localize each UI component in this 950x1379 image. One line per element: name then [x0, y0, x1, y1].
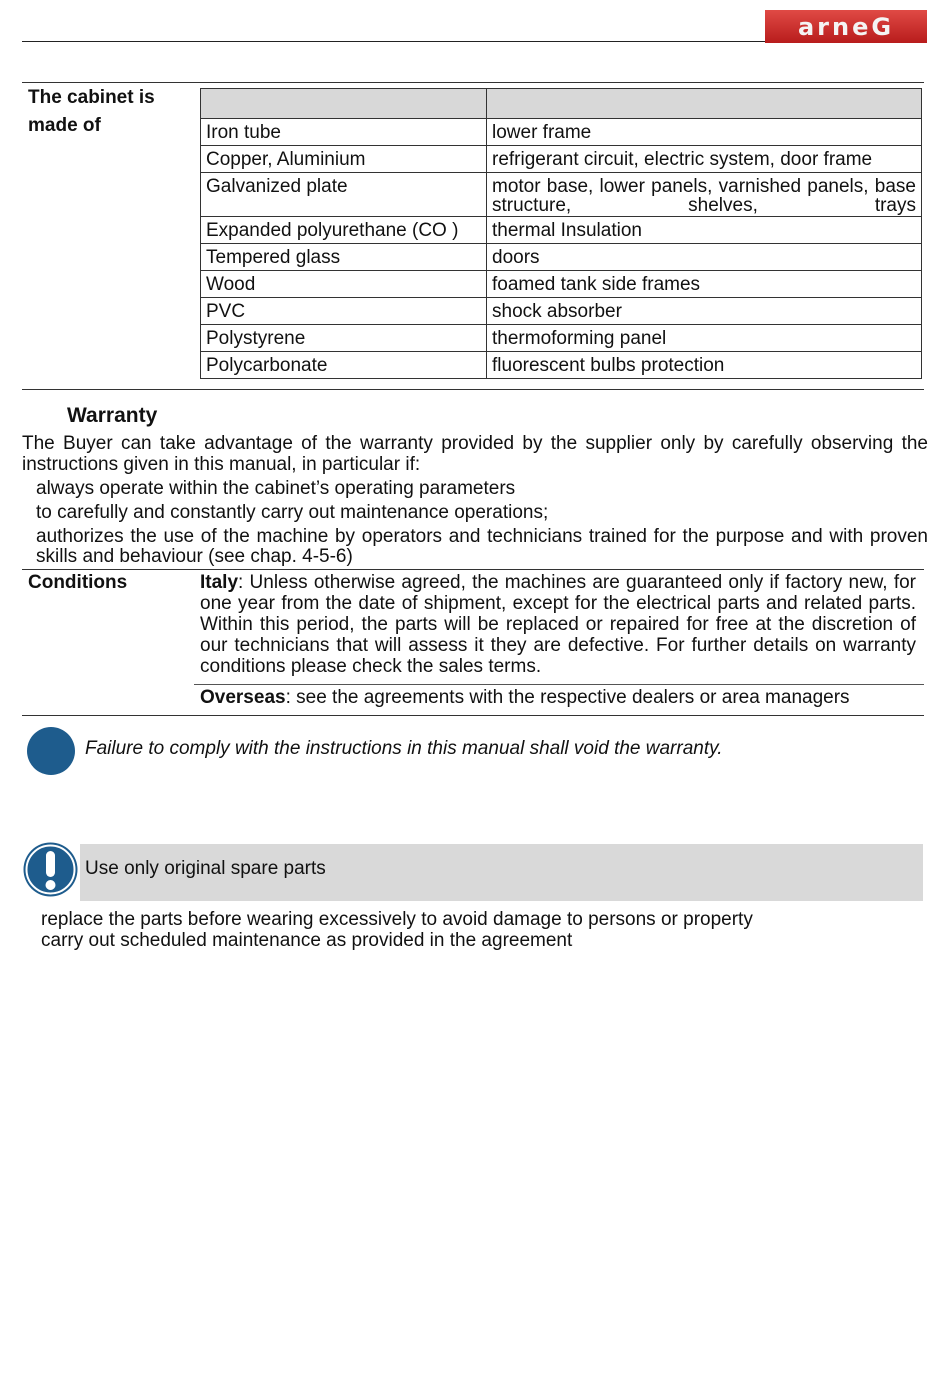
section-rule [22, 715, 924, 716]
warning-text: Use only original spare parts [85, 858, 326, 879]
material-cell: Galvanized plate [201, 173, 487, 217]
overseas-label: Overseas [200, 687, 286, 708]
conditions-italy [200, 572, 916, 677]
use-cell: foamed tank side frames [487, 271, 922, 298]
material-cell: Wood [201, 271, 487, 298]
arneg-logo [765, 10, 927, 43]
table-row [201, 298, 922, 325]
section-rule [22, 569, 924, 570]
table-row [201, 325, 922, 352]
section-rule [22, 389, 924, 390]
material-cell: PVC [201, 298, 487, 325]
use-cell: thermoforming panel [487, 325, 922, 352]
table-row [201, 146, 922, 173]
material-cell: Tempered glass [201, 244, 487, 271]
materials-table [200, 88, 922, 379]
maintenance-note: carry out scheduled maintenance as provided in the agreement [41, 930, 573, 951]
warranty-bullet: authorizes the use of the machine by operators and technicians trained for the purpose and with proven skills and behaviour (see chap. 4-5-6) [36, 526, 928, 567]
use-cell: thermal Insulation [487, 217, 922, 244]
material-cell: Iron tube [201, 119, 487, 146]
warranty-bullet: always operate within the cabinet’s operating parameters [36, 478, 516, 499]
header-rule [22, 41, 768, 42]
material-cell: Polystyrene [201, 325, 487, 352]
table-row [201, 173, 922, 217]
warranty-notice: Failure to comply with the instructions in this manual shall void the warranty. [85, 738, 723, 759]
conditions-divider [194, 684, 924, 685]
use-cell: motor base, lower panels, varnished panels, base structure, shelves, trays [487, 173, 922, 217]
use-cell: doors [487, 244, 922, 271]
section-rule [22, 82, 924, 83]
conditions-label: Conditions [28, 572, 128, 593]
table-header-cell [201, 89, 487, 119]
table-row [201, 217, 922, 244]
use-cell: lower frame [487, 119, 922, 146]
material-cell: Expanded polyurethane (CO ) [201, 217, 487, 244]
cabinet-label: The cabinet is made of [28, 87, 155, 136]
conditions-overseas [200, 687, 916, 709]
use-cell: refrigerant circuit, electric system, door frame [487, 146, 922, 173]
maintenance-note: replace the parts before wearing excessively to avoid damage to persons or property [41, 909, 753, 930]
italy-text: : Unless otherwise agreed, the machines are guaranteed only if factory new, for one year from the date of shipment, except for the electrical parts and related parts. Within this period, the parts will be replaced or repaired for free at the discretion of our technicians that will assess it they are defective. For further details on warranty conditions please check the sales terms. [200, 572, 916, 677]
warranty-intro: The Buyer can take advantage of the warranty provided by the supplier only by carefully observing the instructions given in this manual, in particular if: [22, 433, 928, 475]
overseas-text: : see the agreements with the respective dealers or area managers [285, 687, 850, 708]
material-cell: Copper, Aluminium [201, 146, 487, 173]
warranty-bullet: to carefully and constantly carry out maintenance operations; [36, 502, 549, 523]
material-cell: Polycarbonate [201, 352, 487, 379]
use-cell: shock absorber [487, 298, 922, 325]
table-row [201, 352, 922, 379]
warranty-heading: Warranty [67, 404, 158, 427]
table-row [201, 244, 922, 271]
info-circle-icon [27, 727, 75, 775]
exclamation-circle-icon [23, 842, 78, 897]
table-header-row [201, 89, 922, 119]
svg-text:arneG: arneG [797, 13, 895, 41]
table-row [201, 271, 922, 298]
table-header-cell [487, 89, 922, 119]
use-cell: fluorescent bulbs protection [487, 352, 922, 379]
italy-label: Italy [200, 572, 239, 593]
table-row [201, 119, 922, 146]
